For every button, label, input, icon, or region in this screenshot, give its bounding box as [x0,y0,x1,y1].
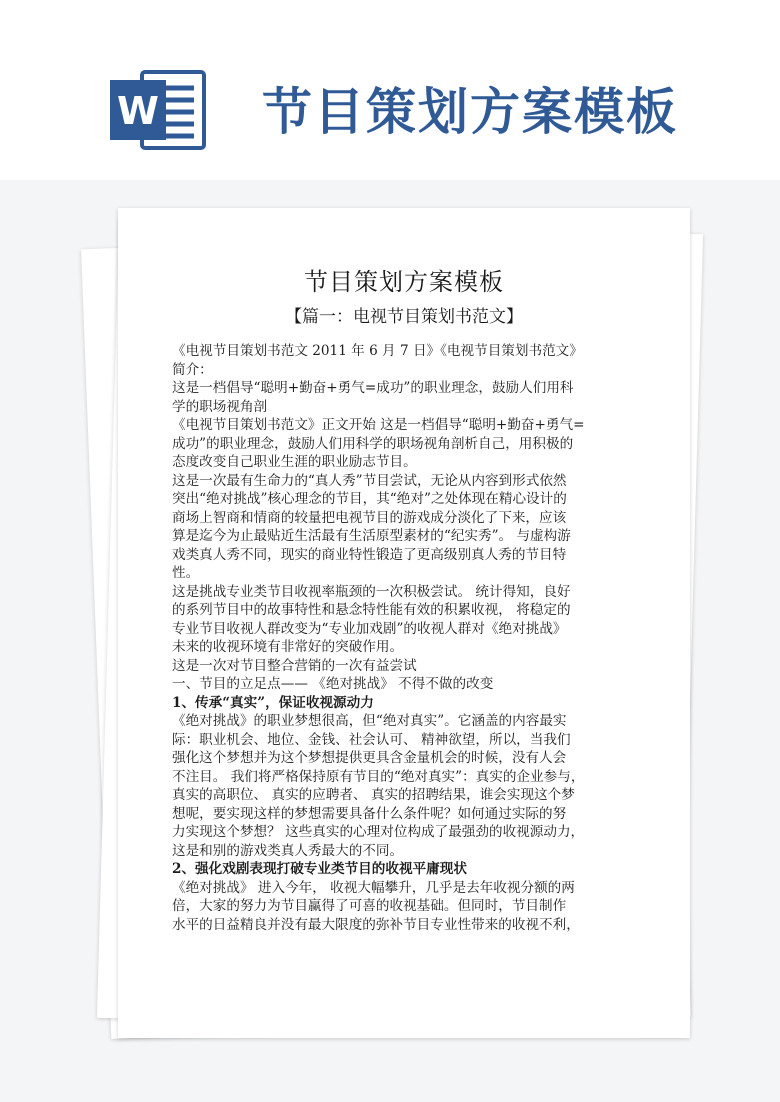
word-document-icon [108,66,208,154]
body-line: 想呢，要实现这样的梦想需要具备什么条件呢？如何通过实际的努 [172,805,567,822]
body-line: 际：职业机会、地位、金钱、社会认可、 精神欲望，所以，当我们 [172,731,571,748]
body-line: 《电视节目策划书范文 2011 年 6 月 7 日》《电视节目策划书范文》 [172,343,583,359]
body-line: 商场上智商和情商的较量把电视节目的游戏成分淡化了下来，应该 [172,509,567,526]
body-line: 未来的收视环境有非常好的突破作用。 [172,639,404,655]
subsection-heading: 2、强化戏剧表现打破专业类节目的收视平庸现状 [172,861,467,877]
body-line: 《绝对挑战》 进入今年， 收视大幅攀升，几乎是去年收视分额的两 [172,879,575,896]
subsection-heading: 1、传承“真实”，保证收视源动力 [172,694,374,711]
body-line: 专业节目收视人群改变为“专业加戏剧”的收视人群对《绝对挑战》 [172,620,567,637]
body-line: 力实现这个梦想？ 这些真实的心理对位构成了最强劲的收视源动力， [172,824,585,840]
document-title: 节目策划方案模板 [304,268,504,296]
body-line: 性。 [172,565,200,581]
body-line: 这是一档倡导“聪明+勤奋+勇气=成功”的职业理念，鼓励人们用科 [172,380,574,396]
body-line: 这是一次对节目整合营销的一次有益尝试 [172,657,417,674]
body-line: 算是迄今为止最贴近生活最有生活原型素材的“纪实秀”。 与虚构游 [172,528,571,544]
body-line: 这是和别的游戏类真人秀最大的不同。 [172,842,404,859]
body-line: 水平的日益精良并没有最大限度的弥补节目专业性带来的收视不利， [172,916,580,933]
body-line: 这是一次最有生命力的“真人秀”节目尝试，无论从内容到形式依然 [172,472,567,489]
document-body [172,342,628,934]
body-line: 《电视节目策划书范文》正文开始 这是一档倡导“聪明+勤奋+勇气= [172,417,585,433]
body-line: 简介： [172,361,213,378]
section-heading: 一、节目的立足点—— 《绝对挑战》 不得不做的改变 [172,676,494,692]
body-line: 倍，大家的努力为节目赢得了可喜的收视基础。但同时，节目制作 [172,898,567,914]
document-subtitle: 【篇一：电视节目策划书范文】 [285,307,523,327]
body-line: 真实的高职位、 真实的应聘者、 真实的招聘结果，谁会实现这个梦 [172,787,575,803]
body-line: 的系列节目中的故事特性和悬念特性能有效的积累收视， 将稳定的 [172,602,571,618]
body-line: 强化这个梦想并为这个梦想提供更具含金量机会的时候，没有人会 [172,750,567,766]
body-line: 突出“绝对挑战”核心理念的节目，其“绝对”之处体现在精心设计的 [172,491,567,507]
body-line: 不注目。 我们将严格保持原有节目的“绝对真实”：真实的企业参与， [172,768,585,785]
body-line: 《绝对挑战》的职业梦想很高，但“绝对真实”。它涵盖的内容最实 [172,713,567,729]
body-line: 态度改变自己职业生涯的职业励志节目。 [172,454,417,470]
logo-letter: W [117,89,159,133]
banner-title: 节目策划方案模板 [262,82,678,141]
body-line: 戏类真人秀不同，现实的商业特性锻造了更高级别真人秀的节目特 [172,546,567,563]
body-line: 学的职场视角剖 [172,398,268,415]
header-banner [0,0,780,180]
body-line: 这是挑战专业类节目收视率瓶颈的一次积极尝试。 统计得知，良好 [172,583,571,600]
body-line: 成功”的职业理念，鼓励人们用科学的职场视角剖析自己，用积极的 [172,435,574,452]
